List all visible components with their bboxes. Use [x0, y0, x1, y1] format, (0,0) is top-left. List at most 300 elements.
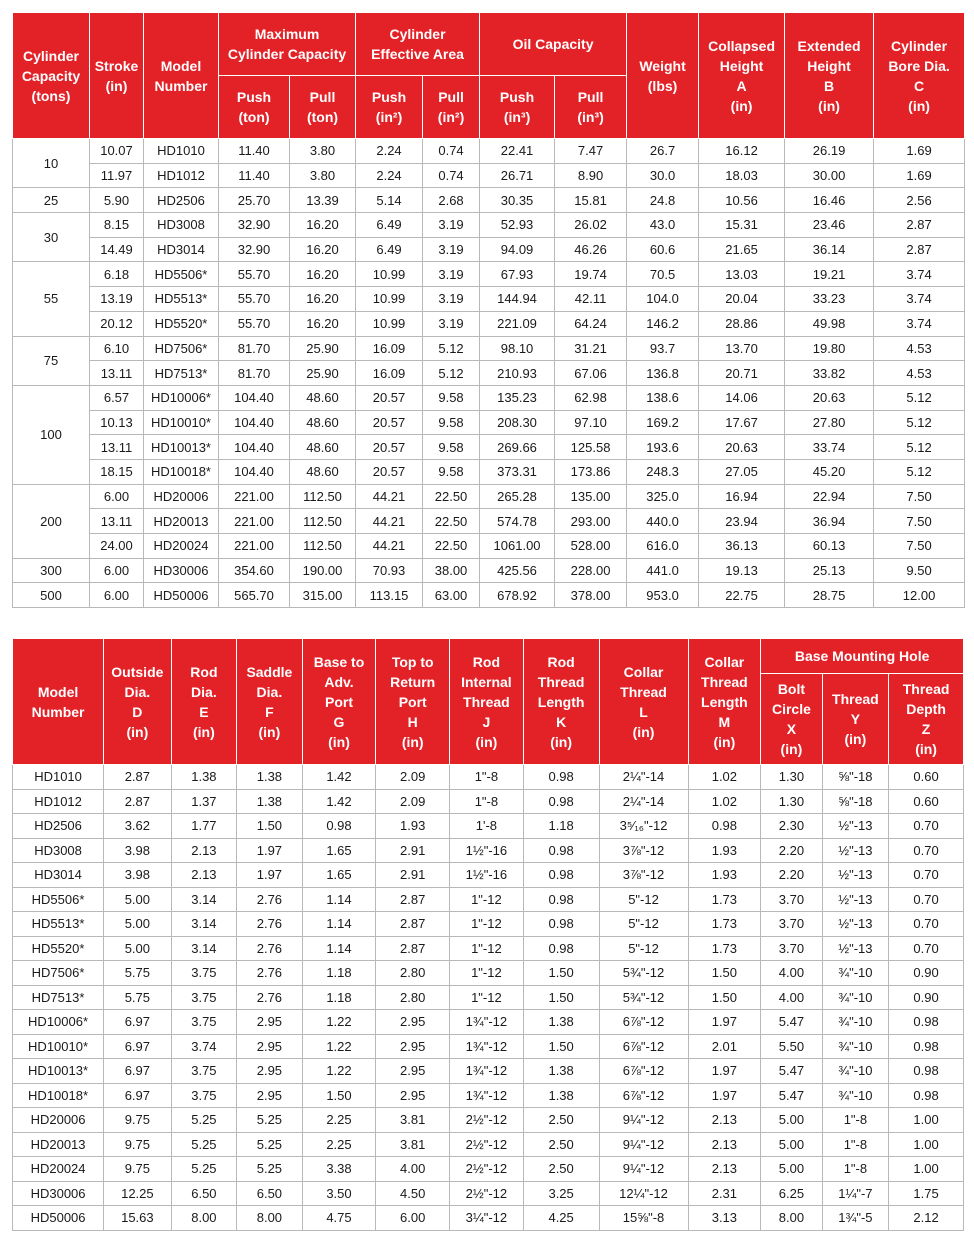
- cell-thread-depth: 2.12: [889, 1206, 964, 1231]
- cell-thread-depth: 0.98: [889, 1010, 964, 1035]
- cell-thread-y: 1"-8: [822, 1108, 889, 1133]
- cell-base-to-adv-port: 1.14: [302, 936, 376, 961]
- cell-collapsed-height: 21.65: [699, 237, 785, 262]
- cell-saddle-dia: 2.76: [237, 985, 303, 1010]
- cell-bore-dia: 5.12: [874, 459, 965, 484]
- cell-model-number: HD10006*: [144, 385, 219, 410]
- cell-bolt-circle: 5.47: [761, 1059, 822, 1084]
- cell-bolt-circle: 4.00: [761, 961, 822, 986]
- cell-saddle-dia: 2.76: [237, 936, 303, 961]
- cell-bolt-circle: 2.30: [761, 814, 822, 839]
- cell-outside-dia: 3.98: [104, 838, 172, 863]
- cell-collar-thread-length: 2.01: [688, 1034, 761, 1059]
- cell-top-to-return-port: 2.09: [376, 765, 450, 790]
- cell-rod-thread-length: 1.18: [523, 814, 599, 839]
- cell-extended-height: 22.94: [785, 484, 874, 509]
- cell-push-oil: 210.93: [480, 361, 555, 386]
- cell-push-oil: 269.66: [480, 435, 555, 460]
- cell-push-area: 10.99: [356, 311, 423, 336]
- cell-collapsed-height: 20.04: [699, 287, 785, 312]
- cell-stroke: 11.97: [90, 163, 144, 188]
- cell-top-to-return-port: 2.95: [376, 1010, 450, 1035]
- cell-push-ton: 104.40: [219, 435, 290, 460]
- table-row: [13, 287, 965, 312]
- cell-bolt-circle: 5.00: [761, 1108, 822, 1133]
- cell-bolt-circle: 2.20: [761, 863, 822, 888]
- cell-bore-dia: 7.50: [874, 534, 965, 559]
- header-thread-depth: Thread Depth Z (in): [889, 674, 964, 765]
- cell-rod-thread-length: 3.25: [523, 1181, 599, 1206]
- cell-push-oil: 67.93: [480, 262, 555, 287]
- cell-extended-height: 33.23: [785, 287, 874, 312]
- cell-collar-thread-length: 1.73: [688, 887, 761, 912]
- cell-thread-depth: 1.75: [889, 1181, 964, 1206]
- cell-thread-depth: 0.90: [889, 985, 964, 1010]
- cell-pull-area: 2.68: [423, 188, 480, 213]
- cell-pull-ton: 48.60: [290, 435, 356, 460]
- table-row: [13, 887, 964, 912]
- table-row: [13, 985, 964, 1010]
- cell-collar-thread-length: 1.02: [688, 789, 761, 814]
- cell-push-oil: 574.78: [480, 509, 555, 534]
- cell-model-number: HD50006: [144, 583, 219, 608]
- cell-rod-thread-length: 0.98: [523, 838, 599, 863]
- cell-rod-thread-length: 0.98: [523, 936, 599, 961]
- cell-stroke: 10.13: [90, 410, 144, 435]
- cell-base-to-adv-port: 1.42: [302, 765, 376, 790]
- cell-pull-oil: 125.58: [555, 435, 627, 460]
- cell-top-to-return-port: 3.81: [376, 1132, 450, 1157]
- cell-model-number: HD3008: [144, 213, 219, 238]
- cell-thread-depth: 0.60: [889, 789, 964, 814]
- cell-bore-dia: 2.87: [874, 237, 965, 262]
- cell-pull-area: 3.19: [423, 311, 480, 336]
- dimensions-table: [12, 638, 964, 1231]
- header-collar-thread-length: Collar Thread Length M (in): [688, 639, 761, 765]
- cell-push-ton: 221.00: [219, 534, 290, 559]
- cell-collar-thread-length: 0.98: [688, 814, 761, 839]
- cell-outside-dia: 3.62: [104, 814, 172, 839]
- cell-pull-oil: 97.10: [555, 410, 627, 435]
- cell-stroke: 6.00: [90, 558, 144, 583]
- cell-thread-y: ¾"-10: [822, 1059, 889, 1084]
- cell-pull-area: 3.19: [423, 262, 480, 287]
- cell-extended-height: 33.74: [785, 435, 874, 460]
- cell-weight: 24.8: [627, 188, 699, 213]
- cell-saddle-dia: 2.95: [237, 1010, 303, 1035]
- table-row: [13, 1181, 964, 1206]
- cell-model-number: HD7513*: [13, 985, 104, 1010]
- cell-stroke: 6.18: [90, 262, 144, 287]
- cell-base-to-adv-port: 1.22: [302, 1034, 376, 1059]
- cell-push-area: 6.49: [356, 213, 423, 238]
- table-row: [13, 1059, 964, 1084]
- cell-top-to-return-port: 2.91: [376, 863, 450, 888]
- cell-rod-internal-thread: 1¾"-12: [450, 1059, 524, 1084]
- cell-collar-thread: 3⅞"-12: [599, 863, 688, 888]
- cell-saddle-dia: 5.25: [237, 1108, 303, 1133]
- cell-extended-height: 27.80: [785, 410, 874, 435]
- cell-bore-dia: 5.12: [874, 435, 965, 460]
- cell-bore-dia: 1.69: [874, 163, 965, 188]
- cell-extended-height: 45.20: [785, 459, 874, 484]
- cell-collar-thread-length: 1.73: [688, 936, 761, 961]
- cell-base-to-adv-port: 1.14: [302, 887, 376, 912]
- cell-outside-dia: 15.63: [104, 1206, 172, 1231]
- cell-weight: 146.2: [627, 311, 699, 336]
- cell-stroke: 13.11: [90, 509, 144, 534]
- cell-rod-internal-thread: 1¾"-12: [450, 1010, 524, 1035]
- cell-rod-thread-length: 1.38: [523, 1059, 599, 1084]
- cell-pull-oil: 378.00: [555, 583, 627, 608]
- cell-push-ton: 221.00: [219, 484, 290, 509]
- cell-rod-internal-thread: 1"-12: [450, 887, 524, 912]
- cell-rod-dia: 3.75: [171, 985, 237, 1010]
- cell-outside-dia: 5.75: [104, 961, 172, 986]
- cell-weight: 193.6: [627, 435, 699, 460]
- cell-saddle-dia: 6.50: [237, 1181, 303, 1206]
- cell-rod-thread-length: 2.50: [523, 1157, 599, 1182]
- cell-collar-thread: 9¼"-12: [599, 1108, 688, 1133]
- cell-pull-oil: 26.02: [555, 213, 627, 238]
- table-row: [13, 410, 965, 435]
- cell-push-ton: 25.70: [219, 188, 290, 213]
- cell-pull-area: 63.00: [423, 583, 480, 608]
- header-saddle-dia: Saddle Dia. F (in): [237, 639, 303, 765]
- cell-push-ton: 81.70: [219, 361, 290, 386]
- cell-collapsed-height: 22.75: [699, 583, 785, 608]
- cell-thread-y: ½"-13: [822, 936, 889, 961]
- cell-push-area: 10.99: [356, 262, 423, 287]
- cell-rod-dia: 3.74: [171, 1034, 237, 1059]
- cell-collapsed-height: 13.70: [699, 336, 785, 361]
- cell-push-oil: 373.31: [480, 459, 555, 484]
- cell-thread-y: ½"-13: [822, 838, 889, 863]
- cell-rod-dia: 1.38: [171, 765, 237, 790]
- cell-pull-oil: 31.21: [555, 336, 627, 361]
- cell-rod-thread-length: 2.50: [523, 1108, 599, 1133]
- cell-outside-dia: 6.97: [104, 1083, 172, 1108]
- cell-thread-depth: 0.98: [889, 1034, 964, 1059]
- cell-rod-internal-thread: 2½"-12: [450, 1132, 524, 1157]
- cell-model-number: HD3014: [13, 863, 104, 888]
- cell-saddle-dia: 2.95: [237, 1083, 303, 1108]
- cell-model-number: HD5520*: [144, 311, 219, 336]
- cell-collar-thread-length: 1.97: [688, 1010, 761, 1035]
- cell-base-to-adv-port: 3.50: [302, 1181, 376, 1206]
- cell-collapsed-height: 36.13: [699, 534, 785, 559]
- cell-push-oil: 52.93: [480, 213, 555, 238]
- header-bore-dia: Cylinder Bore Dia. C (in): [874, 13, 965, 139]
- cell-collar-thread: 9¼"-12: [599, 1157, 688, 1182]
- cell-pull-area: 5.12: [423, 361, 480, 386]
- cell-bore-dia: 5.12: [874, 410, 965, 435]
- header-rod-internal-thread: Rod Internal Thread J (in): [450, 639, 524, 765]
- cell-saddle-dia: 1.38: [237, 789, 303, 814]
- cell-bolt-circle: 5.00: [761, 1157, 822, 1182]
- cell-outside-dia: 2.87: [104, 789, 172, 814]
- cell-model-number: HD5506*: [144, 262, 219, 287]
- cell-rod-dia: 3.14: [171, 887, 237, 912]
- cell-push-area: 6.49: [356, 237, 423, 262]
- cell-pull-ton: 3.80: [290, 139, 356, 164]
- cell-stroke: 14.49: [90, 237, 144, 262]
- table-row: [13, 936, 964, 961]
- cell-push-oil: 1061.00: [480, 534, 555, 559]
- cell-base-to-adv-port: 4.75: [302, 1206, 376, 1231]
- cell-top-to-return-port: 1.93: [376, 814, 450, 839]
- cell-pull-area: 9.58: [423, 410, 480, 435]
- cell-thread-y: ½"-13: [822, 814, 889, 839]
- cell-collar-thread: 3⅞"-12: [599, 838, 688, 863]
- table-row: [13, 459, 965, 484]
- cell-collar-thread: 15⅝"-8: [599, 1206, 688, 1231]
- cell-pull-ton: 16.20: [290, 213, 356, 238]
- table-row: [13, 1010, 964, 1035]
- cell-push-ton: 104.40: [219, 385, 290, 410]
- cell-outside-dia: 6.97: [104, 1010, 172, 1035]
- cell-top-to-return-port: 4.00: [376, 1157, 450, 1182]
- cell-bore-dia: 5.12: [874, 385, 965, 410]
- cell-push-oil: 135.23: [480, 385, 555, 410]
- cell-rod-internal-thread: 1"-12: [450, 912, 524, 937]
- cell-pull-oil: 46.26: [555, 237, 627, 262]
- cell-push-ton: 354.60: [219, 558, 290, 583]
- cell-rod-internal-thread: 3¼"-12: [450, 1206, 524, 1231]
- cell-bore-dia: 2.56: [874, 188, 965, 213]
- cell-rod-internal-thread: 1"-12: [450, 936, 524, 961]
- cell-pull-area: 3.19: [423, 213, 480, 238]
- cell-base-to-adv-port: 1.22: [302, 1059, 376, 1084]
- cell-pull-area: 0.74: [423, 163, 480, 188]
- cell-pull-ton: 16.20: [290, 262, 356, 287]
- header-push-in2: Push (in²): [356, 76, 423, 139]
- table-row: [13, 385, 965, 410]
- cell-collapsed-height: 27.05: [699, 459, 785, 484]
- cell-collar-thread-length: 3.13: [688, 1206, 761, 1231]
- header-extended-height: Extended Height B (in): [785, 13, 874, 139]
- cell-bolt-circle: 8.00: [761, 1206, 822, 1231]
- cell-pull-area: 9.58: [423, 459, 480, 484]
- header-rod-dia: Rod Dia. E (in): [171, 639, 237, 765]
- header-max-cylinder-capacity: Maximum Cylinder Capacity: [219, 13, 356, 76]
- cell-pull-ton: 48.60: [290, 459, 356, 484]
- cell-base-to-adv-port: 3.38: [302, 1157, 376, 1182]
- cell-capacity: 25: [13, 188, 90, 213]
- table-row: [13, 311, 965, 336]
- cell-rod-internal-thread: 1'-8: [450, 814, 524, 839]
- cell-collar-thread-length: 1.93: [688, 838, 761, 863]
- cell-collapsed-height: 16.12: [699, 139, 785, 164]
- table-row: [13, 558, 965, 583]
- cell-pull-ton: 48.60: [290, 385, 356, 410]
- cell-thread-depth: 0.90: [889, 961, 964, 986]
- table-row: [13, 814, 964, 839]
- cell-base-to-adv-port: 0.98: [302, 814, 376, 839]
- cell-bore-dia: 3.74: [874, 311, 965, 336]
- cell-bolt-circle: 3.70: [761, 887, 822, 912]
- cell-pull-area: 22.50: [423, 534, 480, 559]
- cell-extended-height: 19.80: [785, 336, 874, 361]
- cell-model-number: HD7513*: [144, 361, 219, 386]
- cell-bore-dia: 1.69: [874, 139, 965, 164]
- cell-rod-thread-length: 1.38: [523, 1010, 599, 1035]
- cell-extended-height: 16.46: [785, 188, 874, 213]
- cell-thread-y: 1¾"-5: [822, 1206, 889, 1231]
- cell-collar-thread: 9¼"-12: [599, 1132, 688, 1157]
- table-row: [13, 509, 965, 534]
- cell-model-number: HD5513*: [144, 287, 219, 312]
- cell-bolt-circle: 5.47: [761, 1083, 822, 1108]
- cell-thread-depth: 0.98: [889, 1083, 964, 1108]
- table-row: [13, 336, 965, 361]
- cell-pull-area: 3.19: [423, 237, 480, 262]
- cell-thread-y: 1"-8: [822, 1157, 889, 1182]
- cell-stroke: 5.90: [90, 188, 144, 213]
- cell-collar-thread: 6⅞"-12: [599, 1059, 688, 1084]
- cell-stroke: 13.19: [90, 287, 144, 312]
- cell-push-oil: 98.10: [480, 336, 555, 361]
- cell-bolt-circle: 4.00: [761, 985, 822, 1010]
- cell-saddle-dia: 1.50: [237, 814, 303, 839]
- table-row: [13, 1083, 964, 1108]
- cell-thread-depth: 0.70: [889, 936, 964, 961]
- cell-bolt-circle: 5.47: [761, 1010, 822, 1035]
- cell-push-area: 20.57: [356, 385, 423, 410]
- cell-push-oil: 425.56: [480, 558, 555, 583]
- cell-collar-thread: 5¾"-12: [599, 961, 688, 986]
- cell-collapsed-height: 15.31: [699, 213, 785, 238]
- cell-bolt-circle: 2.20: [761, 838, 822, 863]
- cell-collar-thread-length: 1.50: [688, 961, 761, 986]
- header-collapsed-height: Collapsed Height A (in): [699, 13, 785, 139]
- cell-model-number: HD20006: [13, 1108, 104, 1133]
- cell-bolt-circle: 1.30: [761, 789, 822, 814]
- cell-collapsed-height: 16.94: [699, 484, 785, 509]
- cylinder-capacity-body: [13, 139, 965, 608]
- cell-weight: 616.0: [627, 534, 699, 559]
- cell-bolt-circle: 3.70: [761, 936, 822, 961]
- cell-weight: 136.8: [627, 361, 699, 386]
- cell-model-number: HD1010: [144, 139, 219, 164]
- table-row: [13, 838, 964, 863]
- cell-capacity: 300: [13, 558, 90, 583]
- table-row: [13, 1132, 964, 1157]
- cell-thread-y: ½"-13: [822, 863, 889, 888]
- cell-model-number: HD3008: [13, 838, 104, 863]
- cell-saddle-dia: 2.76: [237, 912, 303, 937]
- cell-pull-ton: 112.50: [290, 484, 356, 509]
- cell-model-number: HD10010*: [144, 410, 219, 435]
- cell-pull-ton: 112.50: [290, 534, 356, 559]
- cell-push-ton: 55.70: [219, 311, 290, 336]
- cell-push-area: 16.09: [356, 336, 423, 361]
- cell-outside-dia: 9.75: [104, 1157, 172, 1182]
- cell-thread-y: ¾"-10: [822, 1083, 889, 1108]
- cell-base-to-adv-port: 1.18: [302, 961, 376, 986]
- cell-push-area: 2.24: [356, 163, 423, 188]
- cell-push-area: 2.24: [356, 139, 423, 164]
- cell-rod-dia: 3.75: [171, 961, 237, 986]
- cell-pull-oil: 67.06: [555, 361, 627, 386]
- cell-rod-internal-thread: 1½"-16: [450, 863, 524, 888]
- cell-thread-depth: 1.00: [889, 1108, 964, 1133]
- cell-pull-area: 22.50: [423, 509, 480, 534]
- cell-model-number: HD30006: [144, 558, 219, 583]
- cell-push-oil: 208.30: [480, 410, 555, 435]
- cell-pull-area: 38.00: [423, 558, 480, 583]
- cell-extended-height: 36.94: [785, 509, 874, 534]
- cell-base-to-adv-port: 1.22: [302, 1010, 376, 1035]
- cell-push-oil: 94.09: [480, 237, 555, 262]
- cell-bolt-circle: 1.30: [761, 765, 822, 790]
- cell-bolt-circle: 5.50: [761, 1034, 822, 1059]
- cell-collapsed-height: 17.67: [699, 410, 785, 435]
- table-row: [13, 262, 965, 287]
- cell-model-number: HD10006*: [13, 1010, 104, 1035]
- cell-thread-y: ½"-13: [822, 912, 889, 937]
- cell-pull-oil: 19.74: [555, 262, 627, 287]
- cell-rod-dia: 5.25: [171, 1157, 237, 1182]
- cell-rod-internal-thread: 2½"-12: [450, 1108, 524, 1133]
- cell-thread-depth: 0.70: [889, 863, 964, 888]
- table-row: [13, 188, 965, 213]
- cell-bore-dia: 7.50: [874, 509, 965, 534]
- cell-pull-area: 9.58: [423, 435, 480, 460]
- cell-push-area: 5.14: [356, 188, 423, 213]
- cell-saddle-dia: 5.25: [237, 1132, 303, 1157]
- header-capacity: Cylinder Capacity (tons): [13, 13, 90, 139]
- cell-push-oil: 221.09: [480, 311, 555, 336]
- cell-push-oil: 678.92: [480, 583, 555, 608]
- cell-base-to-adv-port: 1.42: [302, 789, 376, 814]
- cell-thread-depth: 1.00: [889, 1157, 964, 1182]
- cell-top-to-return-port: 2.91: [376, 838, 450, 863]
- cell-extended-height: 28.75: [785, 583, 874, 608]
- cell-collapsed-height: 28.86: [699, 311, 785, 336]
- table-row: [13, 435, 965, 460]
- cell-push-oil: 30.35: [480, 188, 555, 213]
- cell-collar-thread-length: 1.73: [688, 912, 761, 937]
- cell-rod-dia: 8.00: [171, 1206, 237, 1231]
- cell-push-ton: 104.40: [219, 459, 290, 484]
- cell-pull-oil: 8.90: [555, 163, 627, 188]
- cell-model-number: HD1010: [13, 765, 104, 790]
- cell-weight: 441.0: [627, 558, 699, 583]
- cell-rod-dia: 2.13: [171, 838, 237, 863]
- cell-top-to-return-port: 2.87: [376, 912, 450, 937]
- cell-collapsed-height: 18.03: [699, 163, 785, 188]
- cell-stroke: 20.12: [90, 311, 144, 336]
- table-row: [13, 163, 965, 188]
- header-effective-area: Cylinder Effective Area: [356, 13, 480, 76]
- cell-rod-thread-length: 0.98: [523, 765, 599, 790]
- header-collar-thread: Collar Thread L (in): [599, 639, 688, 765]
- cell-model-number: HD5513*: [13, 912, 104, 937]
- cell-extended-height: 19.21: [785, 262, 874, 287]
- cell-push-area: 44.21: [356, 484, 423, 509]
- table-row: [13, 912, 964, 937]
- cell-push-area: 20.57: [356, 459, 423, 484]
- cell-pull-oil: 173.86: [555, 459, 627, 484]
- table-row: [13, 583, 965, 608]
- cell-collar-thread-length: 1.02: [688, 765, 761, 790]
- cell-outside-dia: 2.87: [104, 765, 172, 790]
- cell-collar-thread: 2¼"-14: [599, 789, 688, 814]
- cell-push-area: 10.99: [356, 287, 423, 312]
- cell-rod-internal-thread: 2½"-12: [450, 1157, 524, 1182]
- cell-rod-internal-thread: 1"-8: [450, 789, 524, 814]
